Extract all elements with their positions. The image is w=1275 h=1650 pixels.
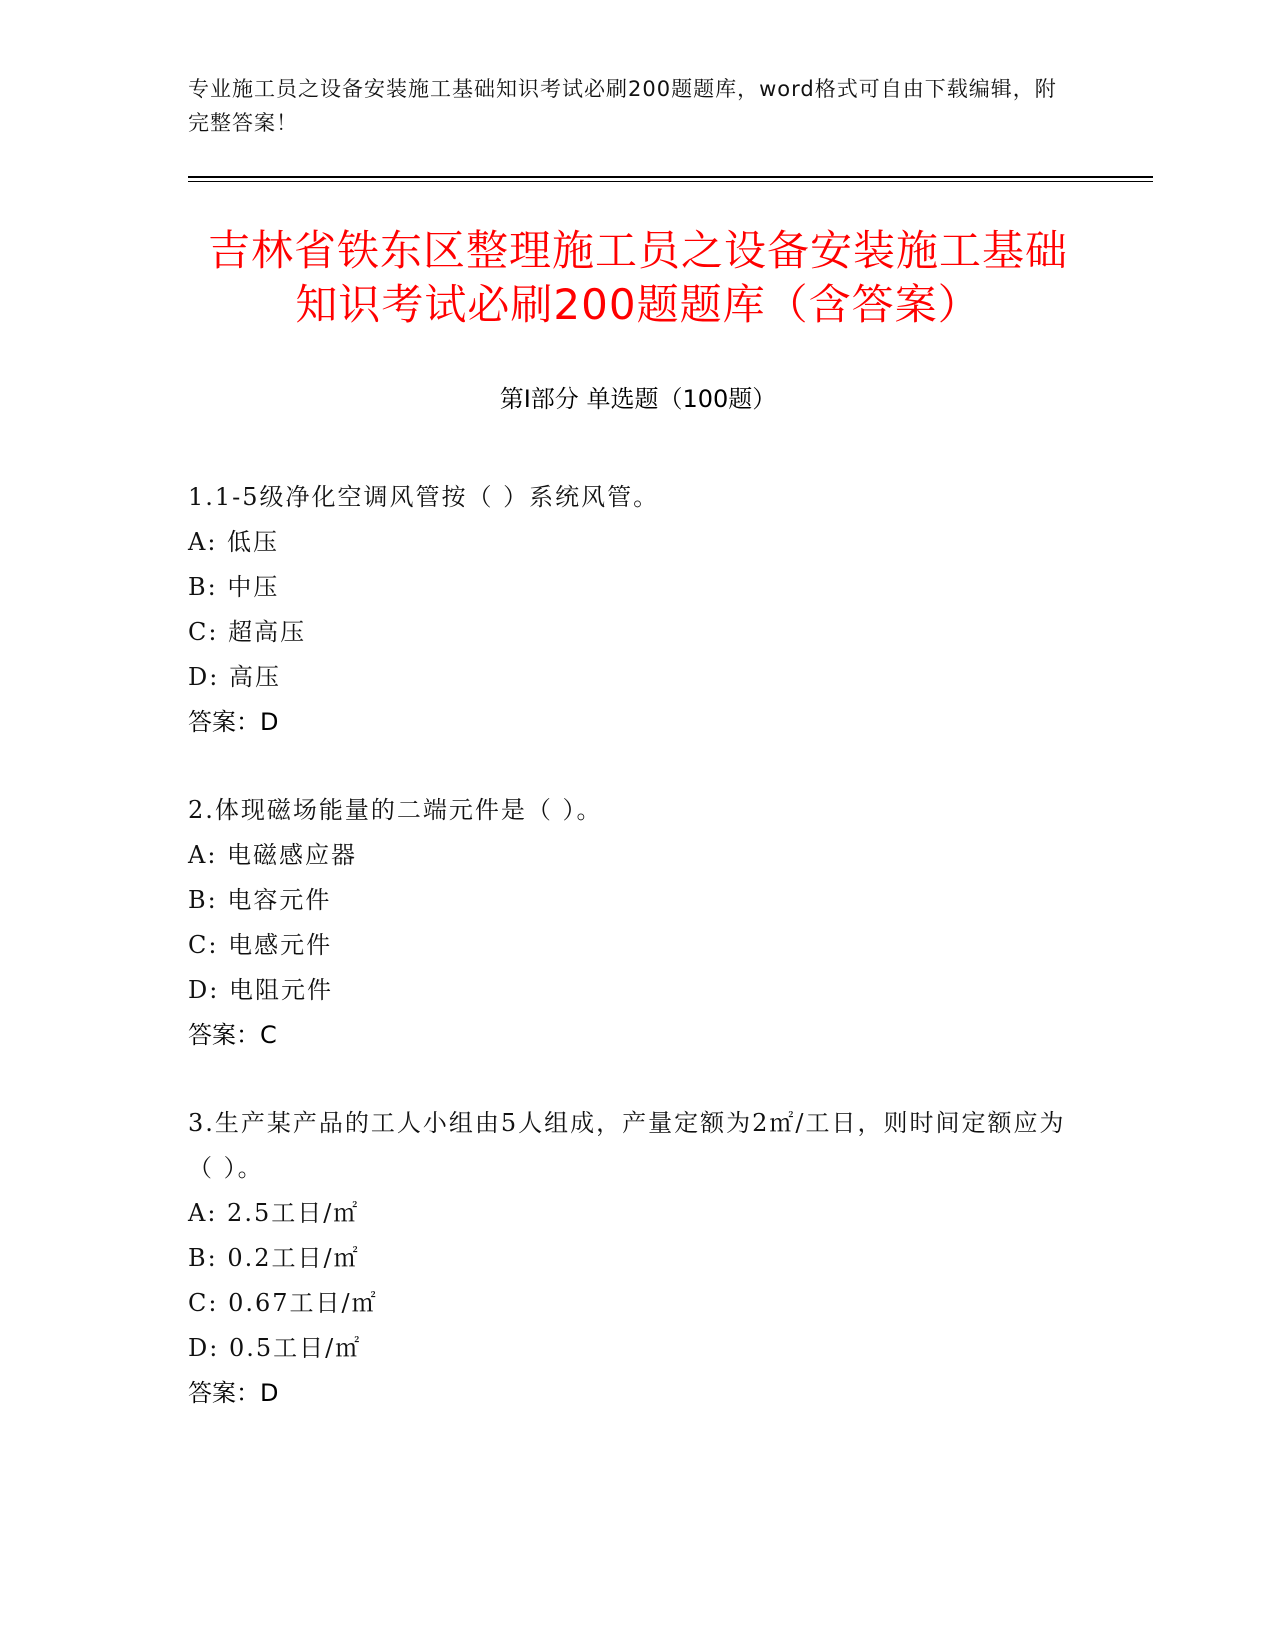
question-option-d: D: 电阻元件 xyxy=(188,976,333,1004)
question-item xyxy=(188,1101,1068,1416)
question-option-b: B: 0.2工日/㎡ xyxy=(188,1244,360,1272)
question-option-c: C: 超高压 xyxy=(188,618,307,646)
question-stem: 3.生产某产品的工人小组由5人组成，产量定额为2㎡/工日，则时间定额应为（ ）。 xyxy=(188,1109,1066,1182)
question-option-d: D: 高压 xyxy=(188,663,281,691)
document-title: 吉林省铁东区整理施工员之设备安装施工基础知识考试必刷200题题库（含答案） xyxy=(207,226,1068,329)
question-option-a: A: 低压 xyxy=(188,528,280,556)
question-answer: 答案：D xyxy=(188,708,279,736)
question-option-c: C: 电感元件 xyxy=(188,931,333,959)
question-answer: 答案：C xyxy=(188,1021,277,1049)
question-stem: 1.1-5级净化空调风管按（ ）系统风管。 xyxy=(188,483,660,511)
question-option-c: C: 0.67工日/㎡ xyxy=(188,1289,378,1317)
question-item xyxy=(188,475,1068,745)
question-option-b: B: 电容元件 xyxy=(188,886,332,914)
header-divider-thin xyxy=(188,181,1153,182)
section-heading: 第Ⅰ部分 单选题（100题） xyxy=(499,385,777,413)
header-note: 专业施工员之设备安装施工基础知识考试必刷200题题库，word格式可自由下载编辑，附完整答案！ xyxy=(188,77,1057,135)
question-stem: 2.体现磁场能量的二端元件是（ ）。 xyxy=(188,796,603,824)
question-option-b: B: 中压 xyxy=(188,573,280,601)
question-option-a: A: 电磁感应器 xyxy=(188,841,358,869)
header-divider-thick xyxy=(188,176,1153,178)
question-option-a: A: 2.5工日/㎡ xyxy=(188,1199,360,1227)
question-answer: 答案：D xyxy=(188,1379,279,1407)
question-list xyxy=(188,475,1068,1459)
question-option-d: D: 0.5工日/㎡ xyxy=(188,1334,362,1362)
question-item xyxy=(188,788,1068,1058)
